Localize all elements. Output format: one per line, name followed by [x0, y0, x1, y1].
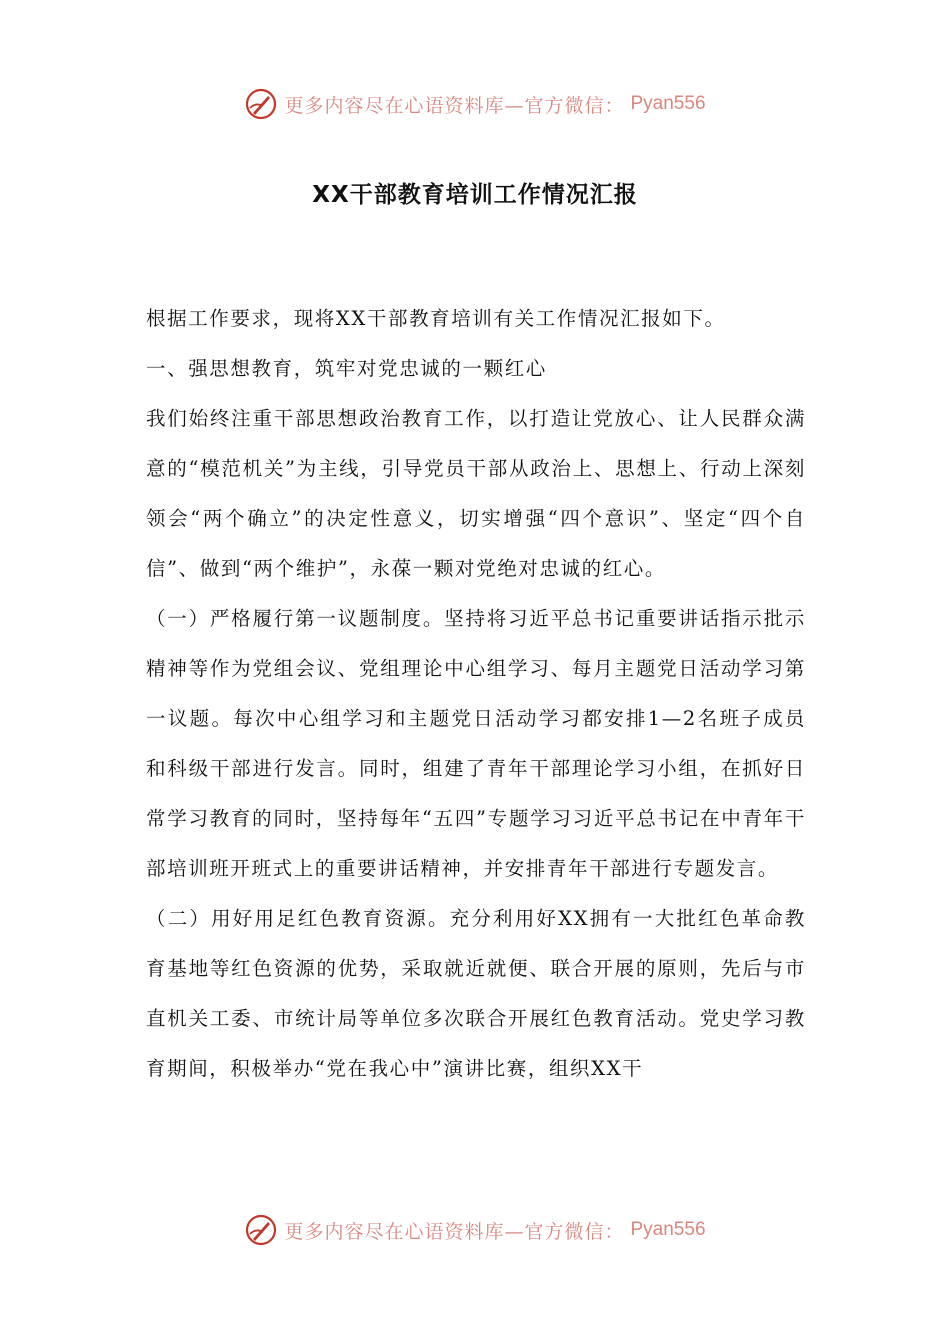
- document-title: XX干部教育培训工作情况汇报: [312, 182, 638, 208]
- quill-logo-icon: [244, 87, 278, 121]
- paragraph: （一）严格履行第一议题制度。坚持将习近平总书记重要讲话指示批示精神等作为党组会议、党组理论中心组学习、每月主题党日活动学习第一议题。每次中心组学习和主题党日活动学习都安排1—2名班子成员和科级干部进行发言。同时，组建了青年干部理论学习小组，在抓好日常学习教育的同时，坚持每年“五四”专题学习习近平总书记在中青年干部培训班开班式上的重要讲话精神，并安排青年干部进行专题发言。: [146, 607, 806, 880]
- quill-logo-icon: [244, 1213, 278, 1247]
- section-heading: 一、强思想教育，筑牢对党忠诚的一颗红心: [146, 357, 547, 380]
- watermark-banner-top: [0, 84, 950, 124]
- watermark-banner-bottom: [0, 1210, 950, 1250]
- watermark-wechat-id: Pyan556: [630, 1219, 706, 1240]
- watermark-text: 更多内容尽在心语资料库—官方微信：: [284, 1220, 625, 1243]
- paragraph: （二）用好用足红色教育资源。充分利用好XX拥有一大批红色革命教育基地等红色资源的优势，采取就近就便、联合开展的原则，先后与市直机关工委、市统计局等单位多次联合开展红色教育活动。党史学习教育期间，积极举办“党在我心中”演讲比赛，组织XX干: [146, 907, 806, 1080]
- watermark-text: 更多内容尽在心语资料库—官方微信：: [284, 94, 625, 117]
- paragraph-intro: 根据工作要求，现将XX干部教育培训有关工作情况汇报如下。: [146, 307, 726, 330]
- document-body: [146, 294, 806, 1094]
- paragraph: 我们始终注重干部思想政治教育工作，以打造让党放心、让人民群众满意的“模范机关”为主线，引导党员干部从政治上、思想上、行动上深刻领会“两个确立”的决定性意义，切实增强“四个意识”、坚定“四个自信”、做到“两个维护”，永葆一颗对党绝对忠诚的红心。: [146, 407, 806, 580]
- watermark-wechat-id: Pyan556: [630, 93, 706, 114]
